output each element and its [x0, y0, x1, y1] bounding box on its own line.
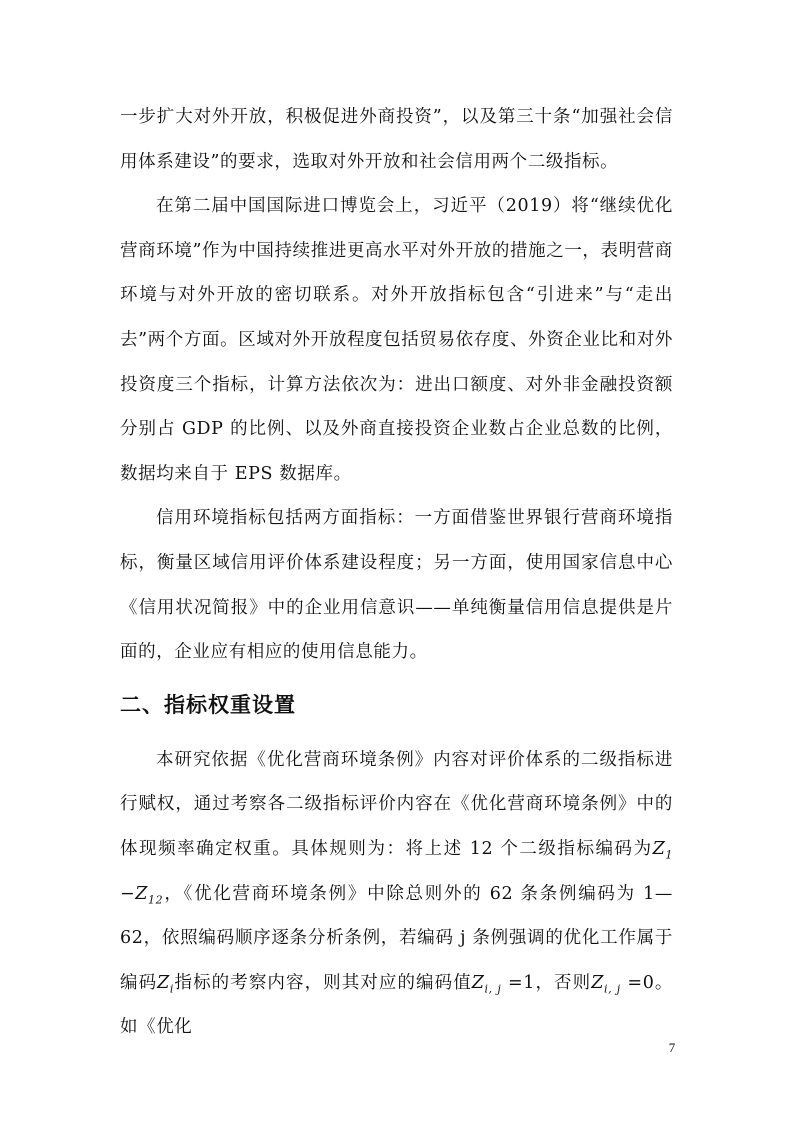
text-run: ，《优化营商环境条例》中除总则外的 62 条条例编码为 1—62，依照编码顺序逐条分析条例，若编码 j 条例强调的优化工作属于编码 — [120, 883, 673, 993]
math-z12: $Z_{12}$ — [135, 883, 164, 906]
math-zij: $Z_{i, j}$ — [591, 972, 621, 996]
math-zij: $Z_{i, j}$ — [471, 972, 502, 996]
paragraph-opening-up: 在第二届中国国际进口博览会上，习近平（2019）将“继续优化营商环境”作为中国持续推进更高水平对外开放的措施之一，表明营商环境与对外开放的密切联系。对外开放指标包含“引进来”与“走出去”两个方面。区域对外开放程度包括贸易依存度、外资企业比和对外投资度三个指标，计算方法依次为：进出口额度、对外非金融投资额分别占 GDP 的比例、以及外商直接投资企业数占企业总数的比例，数据均来自于 EPS 数据库。 — [120, 196, 673, 484]
page-content — [120, 95, 673, 1050]
text-run: =0。如《优化 — [120, 972, 674, 1038]
text-run: 指标的考察内容，则其对应的编码值 — [174, 972, 472, 993]
paragraph-opening: 一步扩大对外开放，积极促进外商投资”，以及第三十条“加强社会信用体系建设”的要求，选取对外开放和社会信用两个二级指标。 — [120, 107, 673, 172]
math-zi: $Z_i$ — [157, 972, 175, 996]
math-z1: $Z_1$ — [652, 838, 673, 862]
text-run: =1，否则 — [501, 972, 592, 993]
paragraph-credit: 信用环境指标包括两方面指标：一方面借鉴世界银行营商环境指标，衡量区域信用评价体系建设程度；另一方面，使用国家信息中心《信用状况简报》中的企业用信意识——单纯衡量信用信息提供是片面的，企业应有相应的使用信息能力。 — [120, 508, 673, 663]
text-run: − — [120, 883, 136, 904]
paragraph-weights — [120, 738, 673, 1050]
text-run: 本研究依据《优化营商环境条例》内容对评价体系的二级指标进行赋权，通过考察各二级指标评价内容在《优化营商环境条例》中的体现频率确定权重。具体规则为：将上述 12 个二级指标编码为 — [120, 749, 673, 859]
section-heading: 二、指标权重设置 — [120, 692, 296, 717]
page-number: 7 — [668, 1040, 676, 1055]
